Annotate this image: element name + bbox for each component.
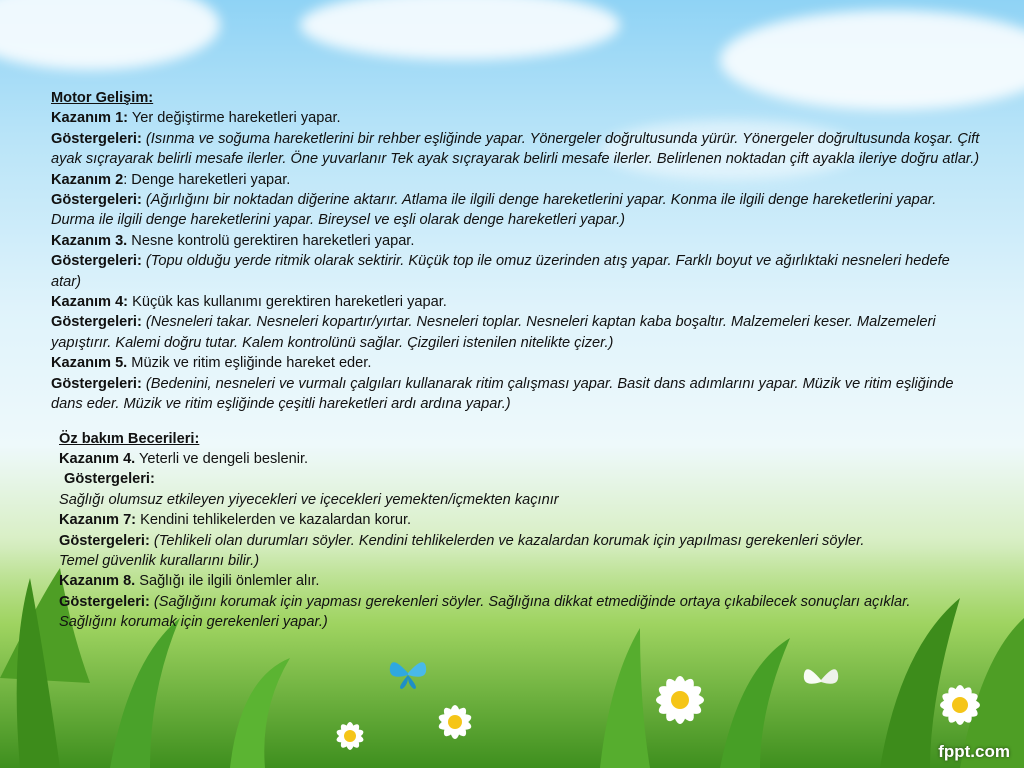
slide-content	[51, 88, 981, 633]
gostergeleri-text: (Tehlikeli olan durumları söyler. Kendini tehlikelerden ve kazalardan korumak için yapılması gerekenleri söyler. Temel güvenlik kurallarını bilir.)	[59, 532, 865, 569]
kazanim-text: : Denge hareketleri yapar.	[123, 171, 291, 188]
motor-section	[51, 88, 981, 415]
kazanim-label: Kazanım 4:	[51, 294, 129, 311]
motor-gostergeleri	[51, 251, 981, 292]
motor-gostergeleri	[51, 374, 981, 415]
gostergeleri-text: (Ağırlığını bir noktadan diğerine aktarır. Atlama ile ilgili denge hareketlerini yapar. Konma ile ilgili denge hareketlerini yapar. Durma ile ilgili denge hareketlerini yapar. Bireysel ve eşli olarak denge hareketleri yapar.)	[51, 192, 937, 229]
kazanim-text: Müzik ve ritim eşliğinde hareket eder.	[127, 355, 372, 372]
kazanim-label: Kazanım 3.	[51, 232, 128, 249]
ozbakim-gostergeleri-4	[59, 469, 981, 489]
motor-kazanim	[51, 353, 981, 373]
kazanim-label: Kazanım 5.	[51, 355, 128, 372]
kazanim-label: Kazanım 2	[51, 171, 124, 188]
motor-kazanim	[51, 231, 981, 251]
ozbakim-heading: Öz bakım Becerileri:	[59, 430, 200, 447]
daisy-flower	[330, 718, 370, 754]
daisy-flower	[430, 700, 480, 744]
kazanim-text: Kendini tehlikelerden ve kazalardan korur.	[136, 512, 412, 529]
gostergeleri-text: Sağlığı olumsuz etkileyen yiyecekleri ve içecekleri yemekten/içmekten kaçınır	[59, 491, 559, 508]
gostergeleri-label: Göstergeleri:	[51, 253, 142, 270]
gostergeleri-label: Göstergeleri:	[51, 130, 142, 147]
gostergeleri-text: (Bedenini, nesneleri ve vurmalı çalgıları kullanarak ritim çalışması yapar. Basit dans adımlarını yapar. Müzik ve ritim eşliğinde dans eder. Müzik ve ritim eşliğinde çeşitli hareketleri ardı ardına yapar.)	[51, 375, 954, 413]
ozbakim-section	[51, 429, 981, 633]
kazanim-label: Kazanım 4.	[59, 450, 136, 467]
kazanim-text: Yeterli ve dengeli beslenir.	[135, 450, 309, 467]
motor-gostergeleri	[51, 190, 981, 231]
gostergeleri-label: Göstergeleri:	[59, 593, 150, 610]
kazanim-text: Sağlığı ile ilgili önlemler alır.	[135, 573, 320, 590]
ozbakim-kazanim-8	[59, 571, 981, 591]
fppt-logo: fppt.com	[938, 742, 1010, 761]
cloud	[300, 0, 620, 60]
ozbakim-gostergeleri-8	[59, 592, 939, 633]
motor-gostergeleri	[51, 129, 981, 170]
kazanim-text: Nesne kontrolü gerektiren hareketleri yapar.	[127, 232, 415, 249]
motor-gostergeleri	[51, 312, 981, 353]
gostergeleri-label: Göstergeleri:	[51, 192, 142, 209]
gostergeleri-label: Göstergeleri:	[51, 375, 142, 392]
motor-kazanim	[51, 170, 981, 190]
gostergeleri-text: (Nesneleri takar. Nesneleri kopartır/yırtar. Nesneleri toplar. Nesneleri kaptan kaba boşaltır. Malzemeleri keser. Malzemeleri yapıştırır. Kalemi doğru tutar. Kalem kontrolünü sağlar. Çizgileri istenilen nitelikte çizer.)	[51, 314, 936, 351]
ozbakim-kazanim-4	[59, 449, 981, 469]
gostergeleri-label: Göstergeleri:	[64, 471, 155, 488]
motor-kazanim	[51, 108, 981, 128]
gostergeleri-text: (Topu olduğu yerde ritmik olarak sektirir. Küçük top ile omuz üzerinden atış yapar. Farklı boyut ve ağırlıktaki nesneleri hedefe atar)	[51, 253, 950, 290]
cloud	[0, 0, 220, 70]
motor-heading: Motor Gelişim:	[51, 90, 154, 106]
kazanim-text: Yer değiştirme hareketleri yapar.	[128, 110, 341, 127]
ozbakim-kazanim-7	[59, 510, 981, 530]
ozbakim-gostergeleri-7	[59, 531, 879, 572]
blue-butterfly-icon	[388, 655, 428, 691]
kazanim-label: Kazanım 7:	[59, 512, 137, 529]
kazanim-label: Kazanım 1:	[51, 110, 129, 127]
motor-kazanim	[51, 292, 981, 312]
white-butterfly-icon	[800, 660, 842, 698]
gostergeleri-label: Göstergeleri:	[59, 532, 150, 549]
gostergeleri-label: Göstergeleri:	[51, 314, 142, 331]
kazanim-label: Kazanım 8.	[59, 573, 136, 590]
gostergeleri-text: (Isınma ve soğuma hareketlerini bir rehber eşliğinde yapar. Yönergeler doğrultusunda yürür. Yönergeler doğrultusunda koşar. Çift ayak sıçrayarak belirli mesafe ilerler. Öne yuvarlanır Tek ayak sıçrayarak belirli mesafe ilerler. Belirlenen noktadan çift ayakla ileriye doğru atlar.)	[51, 130, 980, 168]
daisy-flower	[930, 680, 990, 730]
kazanim-text: Küçük kas kullanımı gerektiren hareketleri yapar.	[128, 294, 447, 311]
gostergeleri-text: (Sağlığını korumak için yapması gerekenleri söyler. Sağlığına dikkat etmediğinde ortaya çıkabilecek sonuçları açıklar. Sağlığını korumak için gerekenleri yapar.)	[59, 593, 911, 631]
daisy-flower	[645, 670, 715, 730]
